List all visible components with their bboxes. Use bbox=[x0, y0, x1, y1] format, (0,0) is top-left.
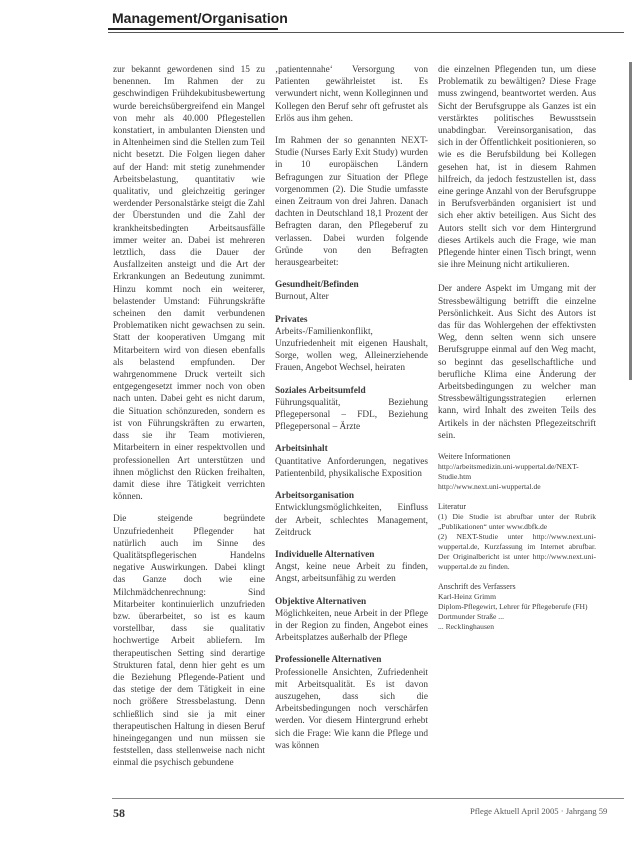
reason-heading: Gesundheit/Befinden bbox=[275, 280, 359, 291]
reason-heading: Individuelle Alternativen bbox=[275, 549, 375, 560]
column-1 bbox=[113, 64, 265, 770]
author-line: Diplom-Pflegewirt, Lehrer für Pflegeberufe (FH) bbox=[438, 602, 588, 612]
reason-heading: Objektive Alternativen bbox=[275, 596, 367, 607]
literature-title: Literatur bbox=[438, 502, 466, 512]
author-line: Karl-Heinz Grimm bbox=[438, 592, 496, 602]
further-info-title: Weitere Informationen bbox=[438, 452, 511, 462]
author-title: Anschrift des Verfassers bbox=[438, 582, 516, 592]
column-1-paragraph: Die steigende begründete Unzufriedenheit Pflegender hat natürlich auch im Sinne des Qualitätspflegerischen Handelns negative Auswirkungen. Dabei klingt das Ganze doch wie eine Milchmädchenrechnung: Sind Mitarbeiter kontinuierlich unzufrieden bzw. überarbeitet, so ist es kaum vorstellbar, dass sie qualitativ hochwertige Arbeit abliefern. Im therapeutischen Setting sind derartige Strukturen fatal, denn hier geht es um die Beziehung Pflegende-Patient und das stetige der dem Tätigkeit in eine noch größere Stressbelastung. Denn schließlich sind sie ja mit einer therapeutischen Haltung in diesen Beruf hineingegangen und nun müssen sie feststellen, dass stellenweise nach nicht einmal die psychisch gebundene bbox=[113, 514, 265, 769]
reason-body: Möglichkeiten, neue Arbeit in der Pflege in der Region zu finden, Angebot eines Arbeitsplatzes außerhalb der Pflege bbox=[275, 608, 428, 644]
footer-rule bbox=[112, 798, 624, 799]
column-2-paragraph: ‚patientennahe‘ Versorgung von Patienten gewährleistet ist. Es verwundert nicht, wenn Kolleginnen und Kollegen den Beruf sehr oft gefrustet als Erlös aus ihm gehen. bbox=[275, 65, 428, 124]
page-number: 58 bbox=[113, 806, 125, 820]
reason-body: Arbeits-/Familienkonflikt, Unzufriedenheit mit eigenen Haushalt, Sorge, wollen weg, Alleinerziehende Frauen, Angebot Wechsel, heiraten bbox=[275, 326, 428, 374]
journal-footer: Pflege Aktuell April 2005 · Jahrgang 59 bbox=[470, 806, 608, 816]
reason-body: Angst, keine neue Arbeit zu finden, Angst, arbeitsunfähig zu werden bbox=[275, 562, 428, 585]
column-2 bbox=[275, 64, 428, 752]
column-3 bbox=[438, 64, 596, 632]
column-3-paragraph: die einzelnen Pflegenden tun, um diese Problematik zu bewältigen? Diese Frage muss zwingend, beantwortet werden. Aus Sicht der Berufsgruppe als Ganzes ist ein verstärktes politisches Bewusstsein unabdingbar. Vereinsorganisation, das sich in der Öffentlichkeit positionieren, so wie es die Berufsbildung bei Kollegen gesehen hat, ist in diesem Rahmen hilfreich, da jedoch festzustellen ist, dass eine geringe Anzahl von der Berufsgruppe in Berufsverbänden organisiert ist und sich eher aktiv beteiligen. Aus Sicht des Autors stellt sich vor dem Hintergrund dieses Artikels auch die Frage, wie man Pflegende hinter einen Tisch bringt, wenn sie ihre Meinung nicht artikulieren. bbox=[438, 65, 596, 271]
further-info-link[interactable]: http://www.next.uni-wuppertal.de bbox=[438, 482, 541, 492]
reason-body: Burnout, Alter bbox=[275, 292, 329, 303]
literature-item: (2) NEXT-Studie unter http://www.next.uni-wuppertal.de, Kurzfassung im Internet abrufbar. Der Originalbericht ist unter http://www.next.uni-wuppertal.de zu finden. bbox=[438, 532, 596, 572]
reason-heading: Arbeitsorganisation bbox=[275, 491, 355, 502]
further-info-link[interactable]: http://arbeitsmedizin.uni-wuppertal.de/NEXT-Studie.htm bbox=[438, 462, 579, 482]
author-line: ... Recklinghausen bbox=[438, 622, 495, 632]
reason-body: Führungsqualität, Beziehung Pflegepersonal – FDL, Beziehung Pflegepersonal – Ärzte bbox=[275, 397, 428, 433]
literature-box bbox=[438, 502, 596, 572]
page-edge-shadow bbox=[629, 62, 632, 380]
author-box bbox=[438, 582, 596, 632]
reason-heading: Privates bbox=[275, 314, 308, 325]
reason-body: Entwicklungsmöglichkeiten, Einfluss der Arbeit, schlechtes Management, Zeitdruck bbox=[275, 503, 428, 538]
column-1-paragraph: zur bekannt gewordenen sind 15 zu benennen. Im Rahmen der zu geschwindigen Frühdekubitusbewertung wurde bereichsübergreifend ein Mangel von mehr als 40.000 Pflegestellen konstatiert, in ambulanten Diensten und in Altenheimen sind die Stellen zum Teil nicht besetzt. Die Folgen liegen daher auf der Hand: mit stetig zunehmender Arbeitsbelastung, quantitativ wie qualitativ, und gleichzeitig geringer werdender Personalstärke steigt die Zahl der Überstunden und die Zahl der krankheitsbedingten Arbeitsausfälle immer weiter an. Dabei ist mehreren letztlich, dass die Dauer der Ausfallzeiten ansteigt und die Art der Erkrankungen an Bedeutung zunimmt. Hinzu kommt noch ein weiterer, belastender Umstand: Führungskräfte scheinen den damit verbundenen Problematiken nicht gewachsen zu sein. Statt der kooperativen Umgang mit Mitarbeitern wird von diesen ebenfalls als belastend empfunden. Der wahrgenommene Druck verteilt sich entgegengesetzt immer noch von oben nach unten. Dabei geht es nicht darum, die Situation schönzureden, sondern es ist von Führungskräften zu erwarten, dass sie ihr Team motivieren, Mitarbeitern in einer respektvollen und professionellen Art unterstützen und ihnen möglichst den Rücken freihalten, damit diese ihre Tätigkeit verrichten können. bbox=[113, 65, 265, 503]
author-line: Dortmunder Straße ... bbox=[438, 612, 505, 622]
spacer bbox=[438, 271, 596, 283]
further-info-box bbox=[438, 452, 596, 492]
section-title-underline bbox=[108, 28, 278, 30]
reason-heading: Arbeitsinhalt bbox=[275, 444, 328, 455]
literature-item: (1) Die Studie ist abrufbar unter der Rubrik „Publikationen“ unter www.dbfk.de bbox=[438, 512, 596, 532]
reason-heading: Professionelle Alternativen bbox=[275, 655, 382, 666]
column-2-paragraph: Im Rahmen der so genannten NEXT-Studie (Nurses Early Exit Study) wurden in 10 europäischen Ländern Befragungen zur Situation der Pflege vorgenommen (2). Die Studie umfasste einen Zeitraum von drei Jahren. Danach dachten in Deutschland 18,1 Prozent der Befragten daran, den Pflegeberuf zu verlassen. Dabei wurden folgende Gründe von den Befragten herausgearbeitet: bbox=[275, 136, 428, 269]
header-rule bbox=[108, 32, 624, 33]
section-title: Management/Organisation bbox=[112, 10, 288, 26]
reason-heading: Soziales Arbeitsumfeld bbox=[275, 385, 366, 396]
reason-body: Quantitative Anforderungen, negatives Patientenbild, physikalische Exposition bbox=[275, 456, 428, 479]
reason-body: Professionelle Ansichten, Zufriedenheit mit Arbeitsqualität. Es ist davon auszugehen, dass sich die Arbeitsbedingungen noch verschärfen werden. Vor diesem Hintergrund erhebt sich die Frage: Wie kann die Pflege und was können bbox=[275, 667, 428, 751]
column-3-paragraph: Der andere Aspekt im Umgang mit der Stressbewältigung betrifft die einzelne Persönlichkeit. Aus Sicht des Autors ist das für das Wohlergehen der effektivsten Weg, denn selten wenn sich unsere Berufsgruppe einmal auf den Weg macht, so beginnt das gesellschaftliche und berufliche Klima eine Änderung der Arbeitsbedingungen zu welcher man Stressbewältigungsstrategien erlernen kann, wird Inhalt des zweiten Teils des Artikels in der nächsten Pflegezeitschrift sein. bbox=[438, 284, 596, 441]
